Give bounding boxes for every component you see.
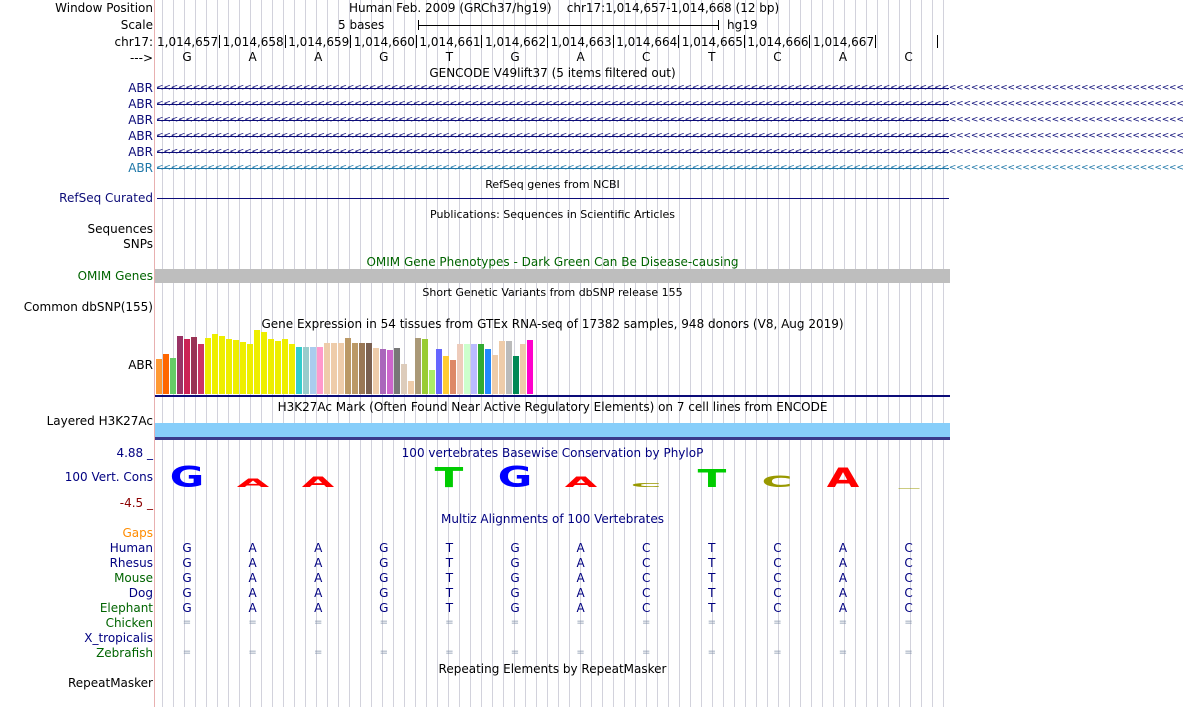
refseq-title[interactable]: RefSeq genes from NCBI bbox=[485, 178, 620, 191]
phylop-base-glyph bbox=[425, 462, 473, 495]
aligned-base: T bbox=[445, 571, 454, 585]
phylop-base-glyph bbox=[294, 474, 342, 491]
aligned-base: A bbox=[838, 601, 848, 615]
aligned-base: C bbox=[641, 571, 651, 585]
gtex-tissue-bar[interactable] bbox=[254, 330, 260, 394]
aligned-base: G bbox=[182, 541, 192, 555]
gtex-tissue-bar[interactable] bbox=[478, 344, 484, 394]
gtex-tissue-bar[interactable] bbox=[394, 348, 400, 394]
aligned-base: A bbox=[248, 541, 257, 555]
species-label[interactable]: Zebrafish bbox=[96, 646, 153, 660]
aligned-base: C bbox=[773, 586, 782, 600]
phylop-min-label: -4.5 _ bbox=[119, 496, 153, 510]
gtex-tissue-bar[interactable] bbox=[408, 381, 414, 394]
assembly-label: hg19 bbox=[727, 18, 758, 32]
reference-base: A bbox=[576, 50, 585, 64]
dbsnp-title[interactable]: Short Genetic Variants from dbSNP release 155 bbox=[422, 286, 683, 299]
phylop-track-label[interactable]: 100 Vert. Cons bbox=[64, 470, 153, 484]
ruler-tick bbox=[937, 35, 938, 48]
aligned-base: = bbox=[182, 617, 192, 628]
aligned-base: = bbox=[313, 647, 323, 658]
gtex-tissue-bar[interactable] bbox=[506, 341, 512, 394]
aligned-base: = bbox=[248, 647, 257, 658]
ruler-tick bbox=[613, 35, 614, 48]
gtex-tissue-bar[interactable] bbox=[261, 332, 267, 394]
aligned-base: A bbox=[314, 571, 323, 585]
gtex-tissue-bar[interactable] bbox=[205, 338, 211, 394]
gtex-tissue-bar[interactable] bbox=[170, 358, 176, 394]
omim-feature-bar[interactable] bbox=[155, 269, 950, 283]
gtex-tissue-bar[interactable] bbox=[184, 339, 190, 394]
aligned-base: G bbox=[182, 586, 192, 600]
aligned-base: A bbox=[314, 556, 323, 570]
gencode-strand-arrows: <<<<<<<<<<<<<<<<<<<<<<<<<<<<<<<<<<<<<<<<<<<<<<<<<<<<<<<<<<<<<<<<<<<<<<<<<<<<<<<<<<<<<<<<<<<<<<<<<<<<<<<<<<<<<<<<<<<<<<<<<<<<<<<<<<<<<<<<<<<< bbox=[156, 163, 1184, 173]
species-label[interactable]: X_tropicalis bbox=[84, 631, 153, 645]
scale-bar bbox=[418, 25, 718, 26]
gtex-tissue-bar[interactable] bbox=[317, 347, 323, 394]
aligned-base: = bbox=[838, 647, 848, 658]
phylop-base-letter: T bbox=[697, 464, 727, 494]
h3k27ac-baseline bbox=[155, 437, 950, 440]
gencode-strand-arrows: <<<<<<<<<<<<<<<<<<<<<<<<<<<<<<<<<<<<<<<<<<<<<<<<<<<<<<<<<<<<<<<<<<<<<<<<<<<<<<<<<<<<<<<<<<<<<<<<<<<<<<<<<<<<<<<<<<<<<<<<<<<<<<<<<<<<<<<<<<<< bbox=[156, 99, 1184, 109]
aligned-base: A bbox=[248, 601, 257, 615]
aligned-base: = bbox=[838, 617, 848, 628]
ruler-tick bbox=[875, 35, 876, 48]
aligned-base: C bbox=[904, 571, 913, 585]
aligned-base: = bbox=[313, 617, 323, 628]
ruler-position-label: 1,014,665 bbox=[681, 35, 743, 49]
aligned-base: G bbox=[182, 601, 192, 615]
gtex-tissue-bar[interactable] bbox=[422, 339, 428, 394]
gencode-title[interactable]: GENCODE V49lift37 (5 items filtered out) bbox=[429, 66, 676, 80]
aligned-base: C bbox=[904, 556, 913, 570]
species-label[interactable]: Dog bbox=[128, 586, 153, 600]
aligned-base: T bbox=[445, 541, 454, 555]
phylop-base-letter: _ bbox=[898, 482, 920, 489]
ruler-position-label: 1,014,657 bbox=[157, 35, 219, 49]
ruler-position-label: 1,014,667 bbox=[813, 35, 875, 49]
ruler-position-label: 1,014,666 bbox=[747, 35, 809, 49]
aligned-base: C bbox=[641, 541, 651, 555]
aligned-base: = bbox=[707, 647, 716, 658]
ruler-tick bbox=[678, 35, 679, 48]
ruler-tick bbox=[285, 35, 286, 48]
refseq-curated-label[interactable]: RefSeq Curated bbox=[59, 191, 153, 205]
gencode-transcript-label[interactable]: ABR bbox=[128, 97, 153, 111]
aligned-base: G bbox=[379, 541, 389, 555]
aligned-base: G bbox=[510, 586, 520, 600]
aligned-base: G bbox=[182, 571, 192, 585]
gtex-tissue-bar[interactable] bbox=[485, 349, 491, 394]
ruler-position-label: 1,014,662 bbox=[485, 35, 547, 49]
gtex-tissue-bar[interactable] bbox=[324, 343, 330, 394]
ruler-tick bbox=[547, 35, 548, 48]
gtex-tissue-bar[interactable] bbox=[338, 343, 344, 394]
aligned-base: C bbox=[641, 601, 651, 615]
aligned-base: A bbox=[576, 586, 585, 600]
strand-label[interactable]: ---> bbox=[129, 51, 153, 65]
gtex-tissue-bar[interactable] bbox=[247, 344, 253, 394]
phylop-base-letter: G bbox=[169, 461, 205, 495]
aligned-base: G bbox=[182, 556, 192, 570]
ruler-position-label: 1,014,663 bbox=[550, 35, 612, 49]
ruler-position-label: 1,014,664 bbox=[616, 35, 678, 49]
phylop-base-letter: A bbox=[564, 474, 597, 491]
ruler-tick bbox=[744, 35, 745, 48]
phylop-title[interactable]: 100 vertebrates Basewise Conservation by PhyloP bbox=[401, 446, 704, 460]
gtex-tissue-bar[interactable] bbox=[471, 344, 477, 394]
phylop-base-letter: A bbox=[236, 476, 269, 490]
gencode-transcript-label[interactable]: ABR bbox=[128, 113, 153, 127]
phylop-base-glyph bbox=[557, 474, 605, 491]
reference-base: A bbox=[314, 50, 323, 64]
repeatmasker-label[interactable]: RepeatMasker bbox=[67, 676, 153, 690]
aligned-base: = bbox=[773, 617, 782, 628]
aligned-base: A bbox=[838, 541, 848, 555]
aligned-base: = bbox=[904, 647, 913, 658]
species-label[interactable]: Human bbox=[109, 541, 153, 555]
phylop-base-letter: C bbox=[761, 472, 793, 492]
gtex-tissue-bar[interactable] bbox=[156, 359, 162, 394]
gtex-tissue-bar[interactable] bbox=[296, 347, 302, 394]
aligned-base: = bbox=[379, 647, 388, 658]
aligned-base: G bbox=[510, 571, 520, 585]
aligned-base: = bbox=[445, 617, 454, 628]
phylop-base-letter: T bbox=[435, 462, 464, 495]
aligned-base: = bbox=[182, 647, 192, 658]
aligned-base: G bbox=[379, 586, 389, 600]
gtex-tissue-bar[interactable] bbox=[380, 349, 386, 394]
gtex-tissue-bar[interactable] bbox=[366, 343, 372, 394]
aligned-base: C bbox=[773, 541, 782, 555]
aligned-base: C bbox=[773, 556, 782, 570]
aligned-base: A bbox=[838, 556, 848, 570]
aligned-base: = bbox=[248, 617, 257, 628]
aligned-base: T bbox=[708, 571, 716, 585]
scale-bar-left-tick bbox=[418, 20, 419, 30]
phylop-base-letter: A bbox=[301, 474, 335, 491]
aligned-base: = bbox=[773, 647, 782, 658]
aligned-base: A bbox=[576, 541, 585, 555]
gtex-tissue-bar[interactable] bbox=[387, 350, 393, 394]
aligned-base: G bbox=[379, 556, 389, 570]
ruler-position-label: 1,014,660 bbox=[353, 35, 415, 49]
phylop-base-glyph bbox=[622, 483, 670, 487]
aligned-base: G bbox=[510, 556, 520, 570]
gtex-tissue-bar[interactable] bbox=[240, 342, 246, 394]
gencode-strand-arrows: <<<<<<<<<<<<<<<<<<<<<<<<<<<<<<<<<<<<<<<<<<<<<<<<<<<<<<<<<<<<<<<<<<<<<<<<<<<<<<<<<<<<<<<<<<<<<<<<<<<<<<<<<<<<<<<<<<<<<<<<<<<<<<<<<<<<<<<<<<<< bbox=[156, 131, 1184, 141]
gtex-tissue-bar[interactable] bbox=[289, 344, 295, 394]
aligned-base: = bbox=[445, 647, 454, 658]
gtex-tissue-bar[interactable] bbox=[233, 340, 239, 394]
gtex-tissue-bar[interactable] bbox=[527, 340, 533, 394]
chrom-label: chr17: bbox=[114, 35, 153, 49]
ruler-tick bbox=[416, 35, 417, 48]
aligned-base: C bbox=[904, 601, 913, 615]
gtex-tissue-bar[interactable] bbox=[303, 347, 309, 394]
aligned-base: A bbox=[576, 601, 585, 615]
aligned-base: A bbox=[576, 571, 585, 585]
gtex-gene-label[interactable]: ABR bbox=[128, 358, 153, 372]
aligned-base: A bbox=[248, 571, 257, 585]
phylop-base-glyph bbox=[163, 461, 211, 495]
repeatmasker-title[interactable]: Repeating Elements by RepeatMasker bbox=[438, 662, 667, 676]
aligned-base: = bbox=[707, 617, 716, 628]
gtex-tissue-bar[interactable] bbox=[219, 336, 225, 394]
gtex-tissue-bar[interactable] bbox=[310, 347, 316, 394]
omim-title[interactable]: OMIM Gene Phenotypes - Dark Green Can Be Disease-causing bbox=[366, 255, 739, 269]
phylop-base-glyph bbox=[753, 472, 801, 492]
aligned-base: G bbox=[379, 601, 389, 615]
aligned-base: T bbox=[708, 601, 716, 615]
gtex-tissue-bar[interactable] bbox=[443, 356, 449, 394]
reference-base: G bbox=[510, 50, 520, 64]
aligned-base: A bbox=[576, 556, 585, 570]
aligned-base: T bbox=[708, 586, 716, 600]
aligned-base: A bbox=[314, 541, 323, 555]
ruler-position-label: 1,014,658 bbox=[222, 35, 284, 49]
gtex-tissue-bar[interactable] bbox=[275, 341, 281, 394]
aligned-base: = bbox=[576, 617, 585, 628]
aligned-base: = bbox=[904, 617, 913, 628]
gencode-transcript-label[interactable]: ABR bbox=[128, 81, 153, 95]
reference-base: C bbox=[641, 50, 651, 64]
gtex-tissue-bar[interactable] bbox=[373, 348, 379, 394]
aligned-base: = bbox=[510, 647, 520, 658]
phylop-base-glyph bbox=[885, 483, 933, 487]
gtex-tissue-bar[interactable] bbox=[513, 356, 519, 394]
gtex-tissue-bar[interactable] bbox=[177, 336, 183, 394]
gtex-tissue-bar[interactable] bbox=[226, 339, 232, 394]
gtex-tissue-bar[interactable] bbox=[359, 343, 365, 394]
reference-base: C bbox=[904, 50, 913, 64]
phylop-base-glyph bbox=[491, 461, 539, 495]
aligned-base: = bbox=[641, 617, 651, 628]
aligned-base: C bbox=[773, 571, 782, 585]
gencode-strand-arrows: <<<<<<<<<<<<<<<<<<<<<<<<<<<<<<<<<<<<<<<<<<<<<<<<<<<<<<<<<<<<<<<<<<<<<<<<<<<<<<<<<<<<<<<<<<<<<<<<<<<<<<<<<<<<<<<<<<<<<<<<<<<<<<<<<<<<<<<<<<<< bbox=[156, 147, 1184, 157]
ruler-tick bbox=[809, 35, 810, 48]
aligned-base: = bbox=[379, 617, 388, 628]
gtex-tissue-bar[interactable] bbox=[492, 355, 498, 394]
aligned-base: C bbox=[904, 586, 913, 600]
ruler-tick bbox=[219, 35, 220, 48]
aligned-base: C bbox=[904, 541, 913, 555]
gtex-tissue-bar[interactable] bbox=[163, 354, 169, 394]
snps-label[interactable]: SNPs bbox=[123, 237, 153, 251]
ruler-tick bbox=[350, 35, 351, 48]
window-position-text: Human Feb. 2009 (GRCh37/hg19) chr17:1,014,657-1,014,668 (12 bp) bbox=[349, 1, 780, 15]
ruler-position-label: 1,014,661 bbox=[419, 35, 481, 49]
reference-base: G bbox=[182, 50, 192, 64]
gtex-baseline bbox=[155, 395, 950, 397]
aligned-base: C bbox=[641, 556, 651, 570]
gaps-label: Gaps bbox=[122, 526, 153, 540]
species-label[interactable]: Rhesus bbox=[109, 556, 153, 570]
aligned-base: C bbox=[773, 601, 782, 615]
reference-base: T bbox=[445, 50, 454, 64]
aligned-base: T bbox=[708, 556, 716, 570]
gtex-tissue-bar[interactable] bbox=[457, 344, 463, 394]
gencode-strand-arrows: <<<<<<<<<<<<<<<<<<<<<<<<<<<<<<<<<<<<<<<<<<<<<<<<<<<<<<<<<<<<<<<<<<<<<<<<<<<<<<<<<<<<<<<<<<<<<<<<<<<<<<<<<<<<<<<<<<<<<<<<<<<<<<<<<<<<<<<<<<<< bbox=[156, 83, 1184, 93]
aligned-base: G bbox=[510, 601, 520, 615]
scale-label: Scale bbox=[120, 18, 153, 32]
aligned-base: T bbox=[445, 556, 454, 570]
gtex-title[interactable]: Gene Expression in 54 tissues from GTEx RNA-seq of 17382 samples, 948 donors (V8, Aug 2019) bbox=[261, 317, 844, 331]
aligned-base: T bbox=[445, 586, 454, 600]
gtex-tissue-bar[interactable] bbox=[352, 343, 358, 394]
gtex-tissue-bar[interactable] bbox=[401, 364, 407, 394]
reference-base: A bbox=[248, 50, 257, 64]
aligned-base: A bbox=[248, 556, 257, 570]
gtex-tissue-bar[interactable] bbox=[464, 344, 470, 394]
h3k27ac-title[interactable]: H3K27Ac Mark (Often Found Near Active Regulatory Elements) on 7 cell lines from ENCODE bbox=[277, 400, 828, 414]
phylop-base-letter: G bbox=[497, 461, 533, 495]
common-dbsnp-label[interactable]: Common dbSNP(155) bbox=[23, 300, 153, 314]
scale-text: 5 bases bbox=[338, 18, 385, 32]
sequences-label[interactable]: Sequences bbox=[87, 222, 153, 236]
species-label[interactable]: Mouse bbox=[114, 571, 153, 585]
window-position-label: Window Position bbox=[55, 1, 153, 15]
ruler-position-label: 1,014,659 bbox=[288, 35, 350, 49]
gtex-tissue-bar[interactable] bbox=[429, 370, 435, 394]
gtex-tissue-bar[interactable] bbox=[520, 344, 526, 394]
gtex-tissue-bar[interactable] bbox=[345, 338, 351, 394]
gencode-transcript-label[interactable]: ABR bbox=[128, 161, 153, 175]
aligned-base: A bbox=[838, 586, 848, 600]
phylop-base-glyph bbox=[819, 463, 867, 494]
gencode-transcript-label[interactable]: ABR bbox=[128, 129, 153, 143]
aligned-base: T bbox=[708, 541, 716, 555]
gtex-tissue-bar[interactable] bbox=[282, 339, 288, 394]
gtex-tissue-bar[interactable] bbox=[198, 344, 204, 394]
phylop-base-glyph bbox=[688, 464, 736, 494]
species-label[interactable]: Elephant bbox=[99, 601, 153, 615]
aligned-base: A bbox=[314, 586, 323, 600]
phylop-base-glyph bbox=[229, 476, 277, 490]
multiz-title[interactable]: Multiz Alignments of 100 Vertebrates bbox=[440, 512, 665, 526]
aligned-base: T bbox=[445, 601, 454, 615]
gtex-tissue-bar[interactable] bbox=[331, 343, 337, 394]
phylop-base-letter: A bbox=[826, 463, 860, 494]
aligned-base: = bbox=[576, 647, 585, 658]
aligned-base: G bbox=[510, 541, 520, 555]
layered-h3k27ac-label[interactable]: Layered H3K27Ac bbox=[46, 414, 153, 428]
reference-base: G bbox=[379, 50, 389, 64]
aligned-base: A bbox=[248, 586, 257, 600]
gencode-strand-arrows: <<<<<<<<<<<<<<<<<<<<<<<<<<<<<<<<<<<<<<<<<<<<<<<<<<<<<<<<<<<<<<<<<<<<<<<<<<<<<<<<<<<<<<<<<<<<<<<<<<<<<<<<<<<<<<<<<<<<<<<<<<<<<<<<<<<<<<<<<<<< bbox=[156, 115, 1184, 125]
reference-base: T bbox=[708, 50, 716, 64]
publications-title[interactable]: Publications: Sequences in Scientific Articles bbox=[430, 208, 675, 221]
gtex-tissue-bar[interactable] bbox=[191, 337, 197, 394]
aligned-base: A bbox=[838, 571, 848, 585]
phylop-base-letter: C bbox=[630, 482, 662, 489]
gtex-tissue-bar[interactable] bbox=[212, 334, 218, 394]
aligned-base: G bbox=[379, 571, 389, 585]
aligned-base: = bbox=[510, 617, 520, 628]
reference-base: C bbox=[773, 50, 782, 64]
gtex-tissue-bar[interactable] bbox=[450, 360, 456, 394]
h3k27ac-signal-band[interactable] bbox=[155, 423, 950, 437]
ruler-tick bbox=[481, 35, 482, 48]
aligned-base: A bbox=[314, 601, 323, 615]
gtex-tissue-bar[interactable] bbox=[268, 339, 274, 394]
gtex-tissue-bar[interactable] bbox=[499, 341, 505, 394]
refseq-gene-line[interactable] bbox=[157, 198, 949, 199]
reference-base: A bbox=[838, 50, 848, 64]
gtex-tissue-bar[interactable] bbox=[415, 338, 421, 394]
aligned-base: = bbox=[641, 647, 651, 658]
gencode-transcript-label[interactable]: ABR bbox=[128, 145, 153, 159]
label-separator bbox=[154, 0, 155, 707]
aligned-base: C bbox=[641, 586, 651, 600]
scale-bar-right-tick bbox=[718, 20, 719, 30]
omim-genes-label[interactable]: OMIM Genes bbox=[77, 269, 153, 283]
species-label[interactable]: Chicken bbox=[105, 616, 153, 630]
gtex-tissue-bar[interactable] bbox=[436, 349, 442, 394]
phylop-max-label: 4.88 _ bbox=[116, 446, 153, 460]
